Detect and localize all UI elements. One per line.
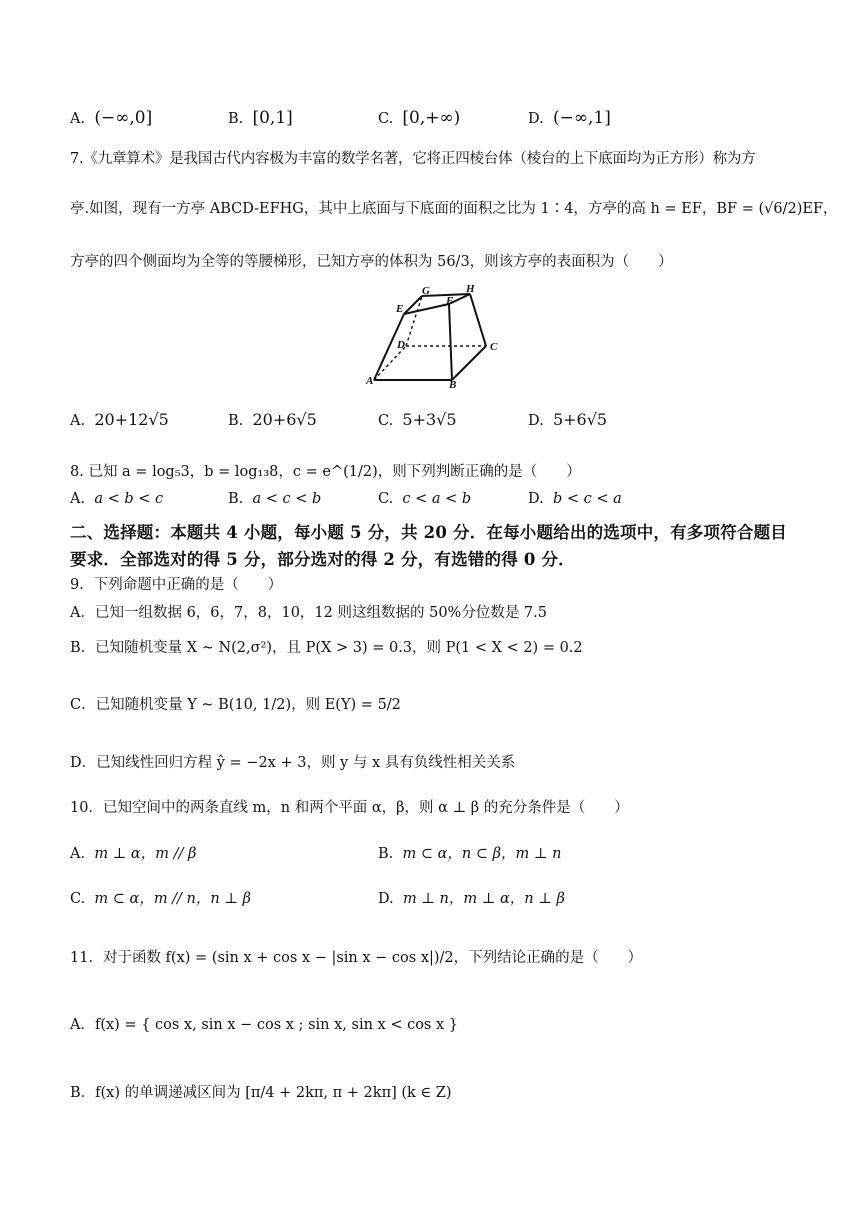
q7-option-c: C. 5+3√5 [378, 410, 457, 429]
q7-option-d: D. 5+6√5 [528, 410, 608, 429]
q7-option-b: B. 20+6√5 [228, 410, 317, 429]
q7-stem-line1: 7.《九章算术》是我国古代内容极为丰富的数学名著，它将正四棱台体（棱台的上下底面均为正方形）称为方 [70, 151, 756, 167]
q8-option-a: A. a < b < c [70, 491, 164, 507]
section2-heading-line2: 要求．全部选对的得 5 分，部分选对的得 2 分，有选错的得 0 分． [70, 550, 575, 569]
q6-option-b: B. [0,1] [228, 108, 293, 128]
q10-option-b: B. m ⊂ α，n ⊂ β，m ⊥ n [378, 846, 562, 862]
label-e: E [396, 303, 404, 315]
q9-option-a: A．已知一组数据 6，6，7，8，10，12 则这组数据的 50%分位数是 7.5 [70, 605, 547, 621]
q6-option-d: D. (−∞,1] [528, 108, 611, 128]
label-b: B [449, 379, 457, 390]
label-f: F [446, 295, 454, 307]
q7-stem-line3: 方亭的四个侧面均为全等的等腰梯形，已知方亭的体积为 56/3，则该方亭的表面积为（ ） [70, 254, 673, 270]
frustum-figure [360, 282, 510, 390]
edge-bf [449, 304, 452, 380]
hidden-edge-ad [374, 346, 406, 380]
q8-option-d: D. b < c < a [528, 491, 622, 507]
edge-ef [404, 304, 449, 314]
q9-option-d: D．已知线性回归方程 ŷ = −2x + 3，则 y 与 x 具有负线性相关关系 [70, 755, 516, 771]
label-h: H [466, 283, 475, 295]
edge-ch [470, 294, 486, 346]
label-c: C [490, 341, 498, 353]
q8-stem: 8. 已知 a = log₅3，b = log₁₃8，c = e^(1/2)，则下列判断正确的是（ ） [70, 464, 581, 480]
q8-option-b: B. a < c < b [228, 491, 322, 507]
q10-option-d: D. m ⊥ n，m ⊥ α，n ⊥ β [378, 891, 565, 907]
q9-option-b: B．已知随机变量 X ~ N(2,σ²)，且 P(X > 3) = 0.3，则 P(1 < X < 2) = 0.2 [70, 640, 583, 656]
q9-stem: 9．下列命题中正确的是（ ） [70, 577, 283, 593]
q11-option-b: B．f(x) 的单调递减区间为 [π/4 + 2kπ, π + 2kπ] (k ∈ Z) [70, 1085, 452, 1101]
label-g: G [422, 285, 430, 297]
q10-option-a: A. m ⊥ α，m // β [70, 846, 197, 862]
section2-heading-line1: 二、选择题：本题共 4 小题，每小题 5 分，共 20 分．在每小题给出的选项中，有多项符合题目 [70, 523, 787, 542]
label-a: A [366, 375, 374, 387]
q11-option-a: A．f(x) = { cos x, sin x − cos x ; sin x, sin x < cos x } [70, 1017, 458, 1033]
label-d: D [397, 339, 405, 351]
q11-stem: 11．对于函数 f(x) = (sin x + cos x − |sin x − cos x|)/2，下列结论正确的是（ ） [70, 950, 643, 966]
q6-option-a: A. (−∞,0] [70, 108, 153, 128]
q7-stem-line2: 亭.如图，现有一方亭 ABCD-EFHG，其中上底面与下底面的面积之比为 1∶4，方亭的高 h = EF，BF = (√6/2)EF， [70, 201, 838, 217]
edge-bc [452, 346, 486, 380]
q8-option-c: C. c < a < b [378, 491, 472, 507]
q6-option-c: C. [0,+∞) [378, 108, 461, 128]
q10-stem: 10．已知空间中的两条直线 m，n 和两个平面 α，β，则 α ⊥ β 的充分条件是（ ） [70, 800, 629, 816]
q10-option-c: C. m ⊂ α，m // n，n ⊥ β [70, 891, 251, 907]
q9-option-c: C．已知随机变量 Y ~ B(10, 1/2)，则 E(Y) = 5/2 [70, 697, 401, 713]
q7-option-a: A. 20+12√5 [70, 410, 169, 429]
